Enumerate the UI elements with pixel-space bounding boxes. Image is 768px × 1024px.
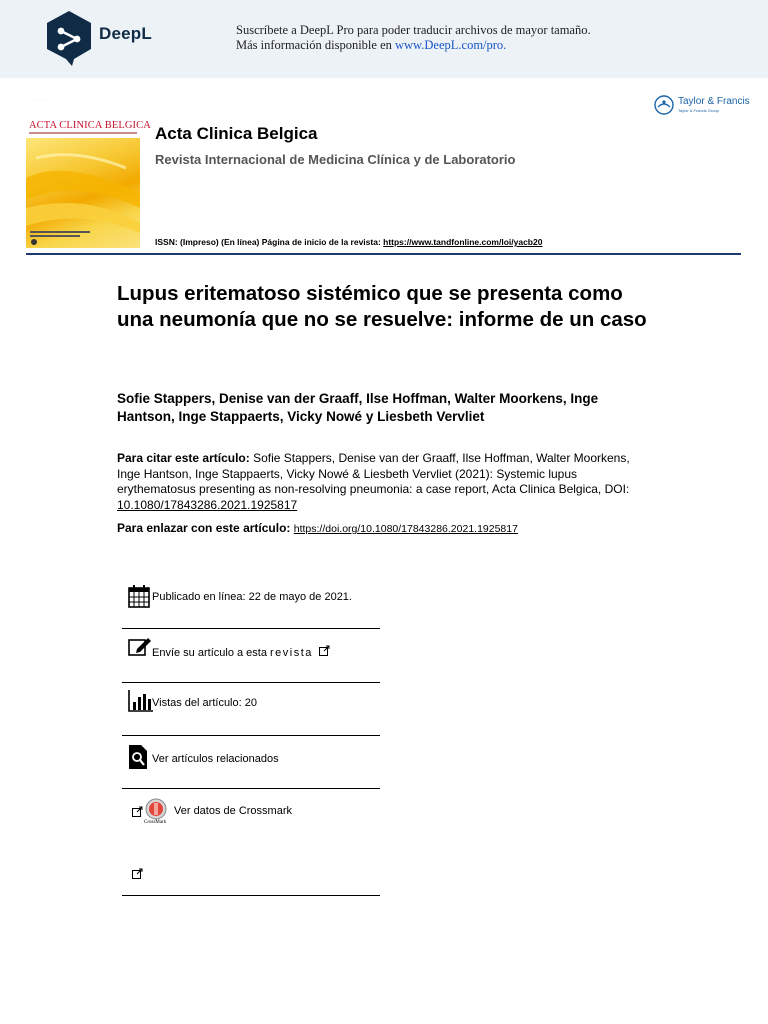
crossmark-link[interactable]: [122, 798, 380, 828]
edit-icon: [128, 636, 152, 658]
related-articles-text: Ver artículos relacionados: [152, 753, 279, 765]
journal-homepage-link[interactable]: https://www.tandfonline.com/loi/yacb20: [383, 237, 543, 247]
item-divider: [122, 895, 380, 896]
issn-label: ISSN: (Impreso) (En línea) Página de inicio de la revista:: [155, 237, 384, 247]
publisher-group: Taylor & Francis Group: [678, 108, 719, 113]
published-date: Publicado en línea: 22 de mayo de 2021.: [152, 591, 352, 603]
submit-article-text: [152, 645, 330, 659]
article-title: Lupus eritematoso sistémico que se presenta como una neumonía que no se resuelve: informe de un caso: [117, 282, 647, 331]
article-views-link[interactable]: [122, 690, 380, 714]
item-divider: [122, 788, 380, 789]
crossmark-text: Ver datos de Crossmark: [174, 805, 292, 817]
deepl-promo-text: Más información disponible en: [236, 38, 395, 52]
article-authors: Sofie Stappers, Denise van der Graaff, Ilse Hoffman, Walter Moorkens, Inge Hantson, Inge Stappaerts, Vicky Nowé y Liesbeth Vervliet: [117, 391, 599, 424]
citation-doi-link[interactable]: 10.1080/17843286.2021.1925817: [117, 497, 298, 512]
taylor-francis-icon: [654, 95, 674, 115]
deepl-banner: [0, 0, 768, 78]
external-link-icon: [132, 868, 143, 879]
journal-cover: [26, 96, 151, 248]
item-divider: [122, 628, 380, 629]
journal-subtitle: Revista Internacional de Medicina Clínica y de Laboratorio: [155, 152, 516, 167]
related-articles-link[interactable]: [122, 745, 380, 769]
item-divider: [122, 682, 380, 683]
cover-title: ACTA CLINICA BELGICA: [29, 120, 151, 131]
header-divider: [26, 253, 741, 255]
citation-block: [117, 451, 647, 513]
citation-label: Para citar este artículo:: [117, 451, 250, 465]
submit-prefix: Envíe su artículo a esta: [152, 647, 271, 659]
search-document-icon: [128, 745, 148, 769]
deepl-brand: DeepL: [99, 24, 152, 43]
article-doi-link[interactable]: https://doi.org/10.1080/17843286.2021.1925817: [293, 523, 518, 535]
issn-line: [155, 237, 542, 247]
deepl-promo-line2: [236, 38, 591, 53]
deepl-pro-link[interactable]: www.DeepL.com/pro.: [395, 38, 507, 52]
cover-artwork: [26, 138, 140, 248]
cover-header-text: · · · · · · · · · · ·: [30, 98, 50, 102]
external-link-item[interactable]: [122, 866, 380, 882]
deepl-logo-icon[interactable]: [44, 9, 94, 67]
publisher-logo[interactable]: [654, 95, 754, 119]
deepl-promo-line1: Suscríbete a DeepL Pro para poder traducir archivos de mayor tamaño.: [236, 23, 591, 37]
citation-text: Sofie Stappers, Denise van der Graaff, Ilse Hoffman, Walter Moorkens, Inge Hantson, Inge Stappaerts, Vicky Nowé & Liesbeth Vervliet (2021): Systemic lupus erythematosus presenting as non-resolving pneumonia: a case report, Acta Clinica Belgica, DOI:: [117, 451, 630, 496]
submit-article-link[interactable]: [122, 636, 380, 662]
deepl-promo: [236, 23, 591, 53]
external-link-icon: [132, 806, 143, 817]
publisher-name: Taylor & Francis: [678, 96, 750, 107]
bar-chart-icon: [128, 690, 154, 712]
submit-journal-word: revista: [270, 647, 313, 659]
crossmark-badge-text: CrossMark: [144, 820, 167, 825]
article-link-block: [117, 521, 518, 535]
article-link-label: Para enlazar con este artículo:: [117, 521, 291, 535]
item-divider: [122, 735, 380, 736]
cover-subtitle-bar: [29, 132, 137, 134]
published-item: [122, 585, 380, 611]
journal-title: Acta Clinica Belgica: [155, 124, 318, 143]
article-views-text: Vistas del artículo: 20: [152, 697, 257, 709]
calendar-icon: [128, 585, 150, 608]
external-link-icon: [319, 645, 330, 656]
